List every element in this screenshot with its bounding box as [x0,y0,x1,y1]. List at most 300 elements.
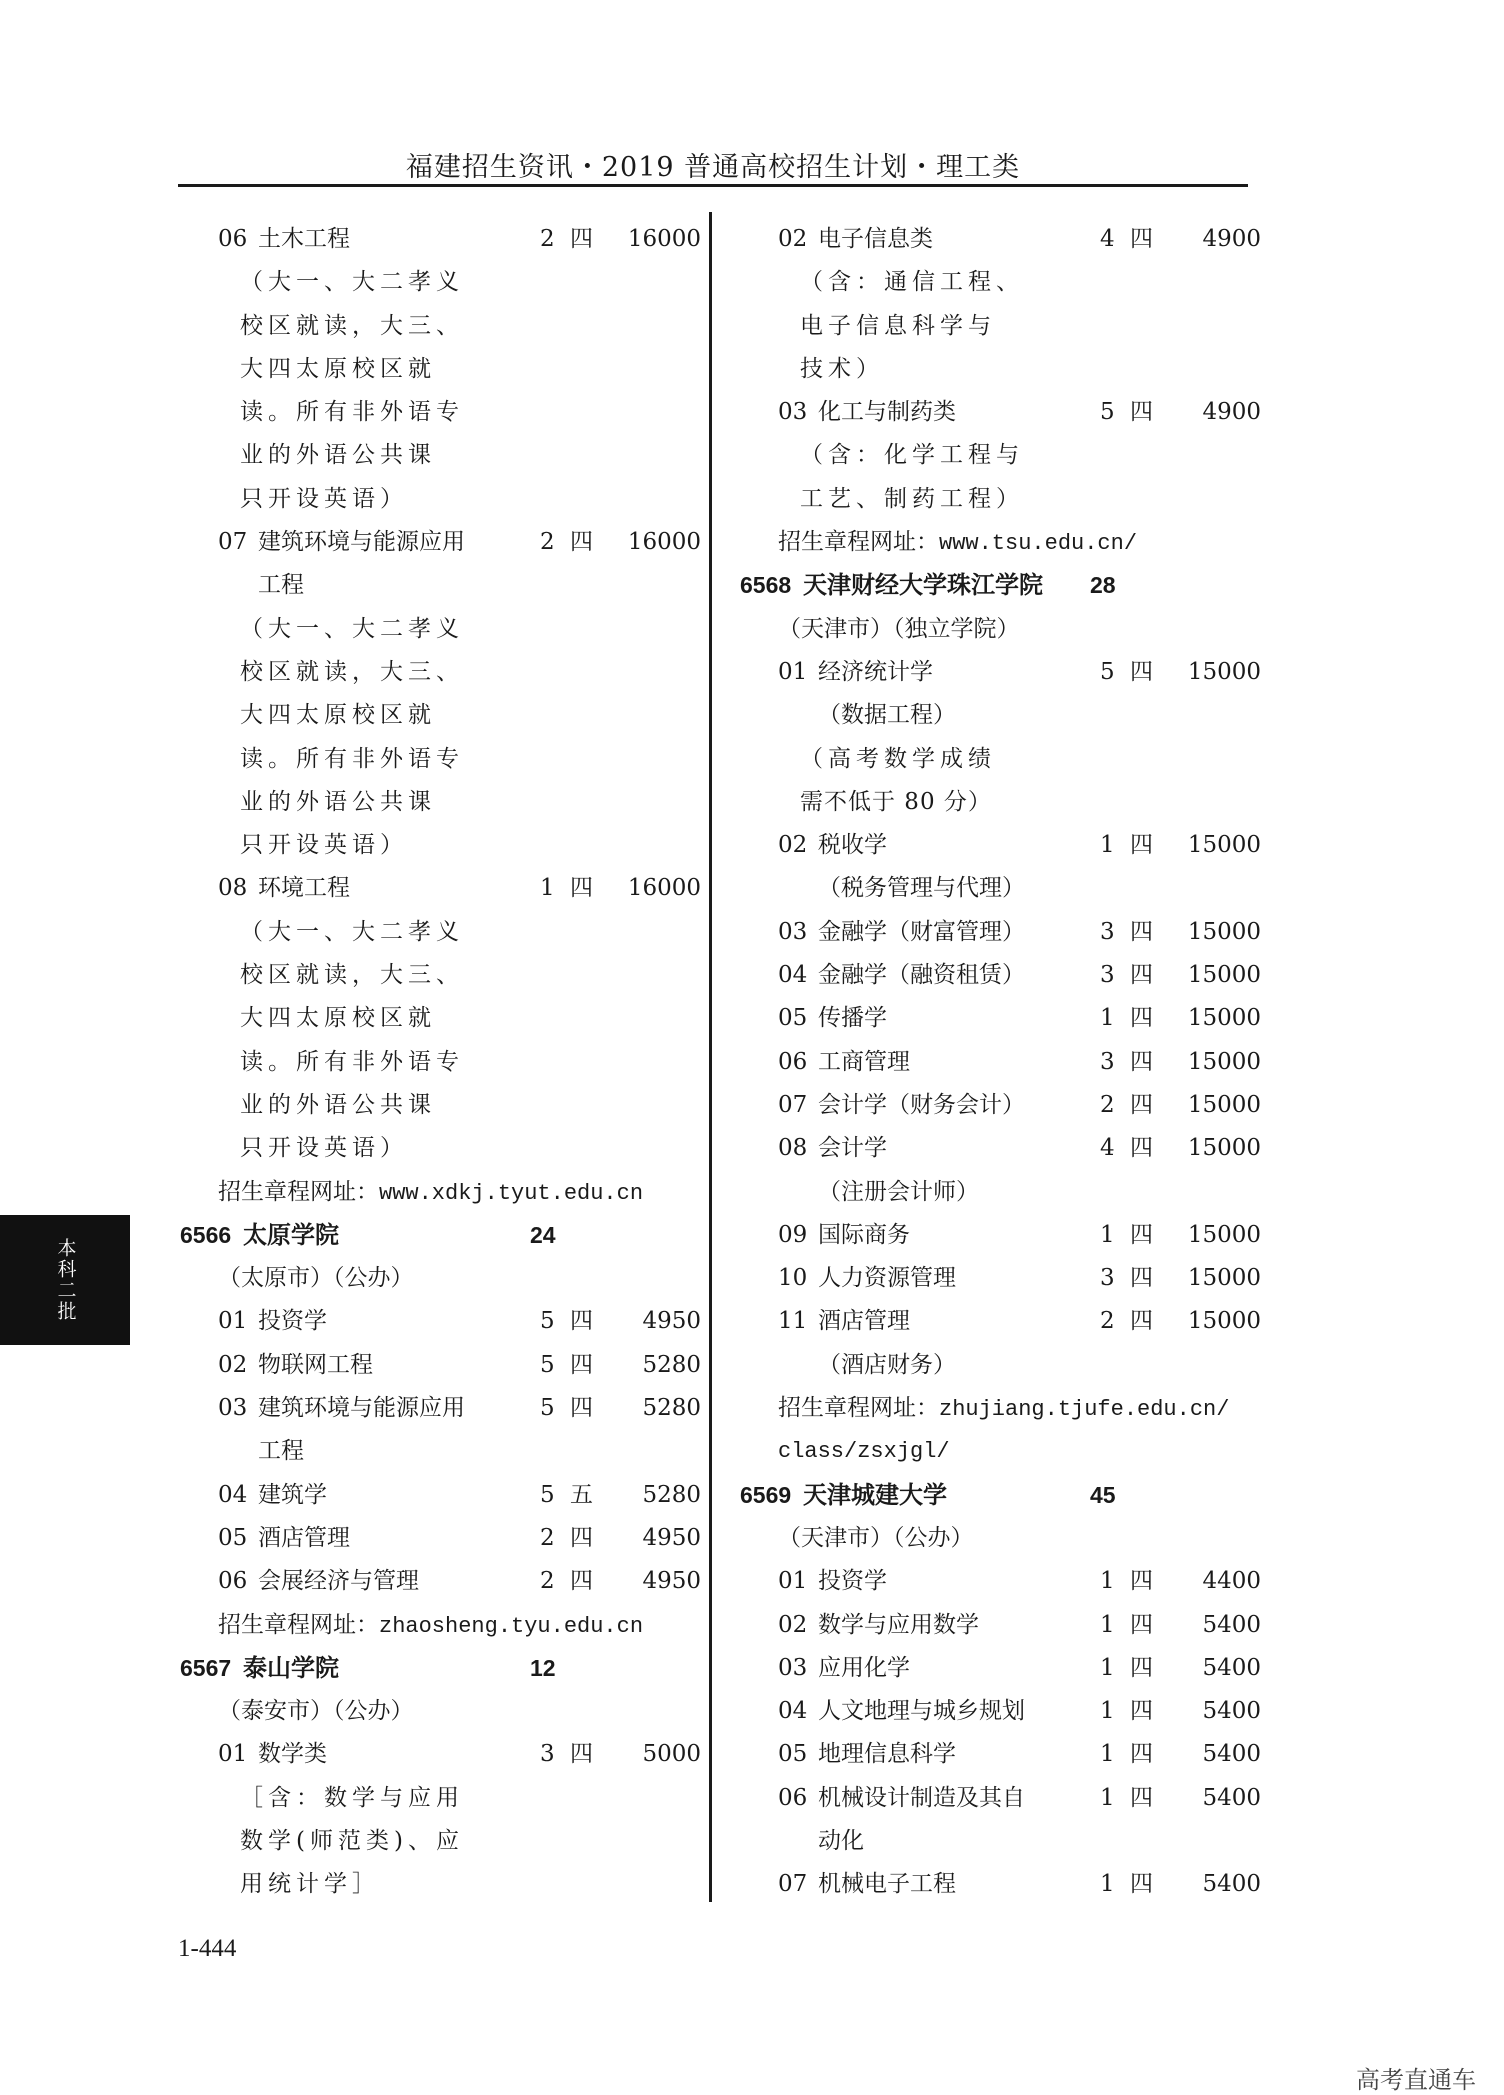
major-note [178,824,678,867]
major-code: 03 [218,1395,248,1422]
program-duration: 四 [570,529,593,556]
tuition-fee: 4900 [1202,226,1261,252]
major-note [178,608,678,651]
tuition-fee: 15000 [1187,832,1261,859]
enrollment-count: 3 [1100,1048,1115,1075]
enrollment-count: 4 [1100,1135,1115,1162]
major-code: 04 [218,1481,248,1508]
major-row [178,218,701,261]
major-name: 建筑环境与能源应用 [258,529,465,556]
note-text: 数学(师范类)、应 [240,1827,464,1854]
tuition-fee: 5280 [642,1395,701,1422]
major-name-continuation [738,694,1238,737]
major-name: 投资学 [818,1568,887,1595]
major-row [178,1733,701,1776]
admission-url-label: 招生章程网址： [778,1395,939,1422]
major-code: 02 [218,1351,248,1378]
program-duration: 四 [1130,1308,1153,1335]
major-name: 建筑学 [258,1481,327,1508]
tuition-fee: 5280 [642,1481,701,1508]
note-text: 只开设英语） [240,485,408,512]
note-text: 大四太原校区就 [240,702,436,729]
enrollment-count: 3 [1100,918,1115,945]
major-name: 数学类 [258,1741,327,1768]
major-code: 10 [778,1265,808,1292]
admission-url-text[interactable]: zhujiang.tjufe.edu.cn/ [939,1397,1230,1423]
admission-url[interactable] [778,521,1137,565]
college-city-type: （泰安市）（公办） [218,1698,414,1725]
major-row [738,997,1261,1040]
college-header [178,1647,678,1690]
major-code: 04 [778,962,808,989]
major-name-continuation [738,1171,1238,1214]
tuition-fee: 15000 [1187,1308,1261,1335]
major-note [178,1863,678,1906]
admission-url[interactable] [778,1387,1229,1431]
major-code: 03 [778,918,808,945]
note-text: 用统计学］ [240,1871,380,1898]
major-note [738,305,1238,348]
major-name: 工商管理 [818,1048,910,1075]
running-header: 福建招生资讯・2019 普通高校招生计划・理工类 [405,152,1021,183]
major-name: 会展经济与管理 [258,1568,419,1595]
college-name: 天津财经大学珠江学院 [803,572,1043,600]
left-column [178,218,701,1907]
major-note [738,434,1238,477]
major-row [738,1690,1261,1733]
enrollment-count: 3 [1100,1265,1115,1292]
college-total-count: 45 [1090,1481,1116,1508]
page-number: 1-444 [178,1935,237,1962]
major-row [738,1300,1261,1343]
major-code: 09 [778,1221,808,1248]
admission-url-row [738,521,1238,564]
program-duration: 四 [1130,918,1153,945]
note-text: 大四太原校区就 [240,355,436,382]
note-text: 电子信息科学与 [800,312,996,339]
college-total-count: 12 [530,1654,556,1681]
enrollment-count: 2 [1100,1308,1115,1335]
major-note [738,478,1238,521]
admission-url-continuation [738,1430,1238,1473]
major-row [738,1127,1261,1170]
program-duration: 四 [1130,1611,1153,1638]
tuition-fee: 16000 [627,529,701,556]
tuition-fee: 15000 [1187,1091,1261,1118]
enrollment-count: 5 [1100,658,1115,685]
program-duration: 四 [1130,1221,1153,1248]
program-duration: 四 [570,1741,593,1768]
major-name-continuation [738,1820,1238,1863]
program-duration: 四 [1130,399,1153,426]
major-note [178,738,678,781]
college-code: 6566 [180,1221,232,1248]
enrollment-count: 1 [540,875,555,902]
major-name: 人力资源管理 [818,1265,956,1292]
major-code: 02 [778,226,808,252]
note-text: 读。所有非外语专 [240,745,464,772]
major-code: 07 [218,529,248,556]
note-text: 业的外语公共课 [240,442,436,469]
tuition-fee: 16000 [627,875,701,902]
admission-url-label: 招生章程网址： [778,529,939,556]
tuition-fee: 15000 [1187,1005,1261,1032]
tuition-fee: 15000 [1187,1048,1261,1075]
major-code: 06 [778,1784,808,1811]
enrollment-count: 2 [1100,1091,1115,1118]
admission-url-text[interactable]: zhaosheng.tyu.edu.cn [379,1613,644,1639]
program-duration: 四 [1130,1568,1153,1595]
note-text: 业的外语公共课 [240,788,436,815]
enrollment-count: 3 [540,1741,555,1768]
enrollment-count: 5 [1100,399,1115,426]
enrollment-count: 1 [1100,1698,1115,1725]
note-text: 校区就读，大三、 [240,658,464,685]
college-city-type: （天津市）（独立学院） [778,615,1020,642]
college-code: 6569 [740,1481,792,1508]
note-text: 校区就读，大三、 [240,312,464,339]
major-name-cont: （酒店财务） [818,1351,956,1378]
tuition-fee: 15000 [1187,1221,1261,1248]
note-text: 技术） [800,355,884,382]
major-code: 08 [778,1135,808,1162]
major-code: 07 [778,1091,808,1118]
program-duration: 四 [1130,1741,1153,1768]
major-code: 06 [218,226,248,252]
major-note [178,1127,678,1170]
enrollment-count: 1 [1100,1568,1115,1595]
major-name: 金融学（财富管理） [818,918,1025,945]
major-note [178,1820,678,1863]
major-code: 06 [218,1568,248,1595]
major-name: 投资学 [258,1308,327,1335]
major-name: 酒店管理 [258,1524,350,1551]
major-name-cont: （数据工程） [818,702,956,729]
college-name: 太原学院 [243,1221,339,1249]
major-name: 电子信息类 [818,226,933,252]
major-note [178,911,678,954]
program-duration: 四 [1130,1048,1153,1075]
admission-url-row [738,1387,1238,1430]
note-text: 校区就读，大三、 [240,962,464,989]
major-name-continuation [178,564,678,607]
program-duration: 四 [570,226,593,252]
major-name-continuation [738,867,1238,910]
major-note [178,781,678,824]
major-name: 数学与应用数学 [818,1611,979,1638]
admission-url-text-cont[interactable]: class/zsxjgl/ [778,1439,950,1465]
note-text: （含：通信工程、 [800,269,1024,296]
college-location [738,608,1238,651]
tuition-fee: 5400 [1202,1871,1261,1898]
tuition-fee: 5400 [1202,1784,1261,1811]
major-note [178,478,678,521]
admission-url-row [178,1171,678,1214]
enrollment-count: 1 [1100,1221,1115,1248]
major-row [738,954,1261,997]
major-name: 金融学（融资租赁） [818,962,1025,989]
major-code: 05 [778,1005,808,1032]
major-note [738,738,1238,781]
note-text: 工艺、制药工程） [800,485,1024,512]
major-code: 06 [778,1048,808,1075]
major-code: 08 [218,875,248,902]
note-text: 读。所有非外语专 [240,1048,464,1075]
note-text: 只开设英语） [240,832,408,859]
program-duration: 四 [1130,1654,1153,1681]
college-city-type: （太原市）（公办） [218,1265,414,1292]
major-code: 11 [778,1308,808,1335]
major-row [178,867,701,910]
admission-url[interactable] [218,1171,643,1215]
watermark: 高考直通车 [1356,2067,1476,2094]
tuition-fee: 4400 [1202,1568,1261,1595]
major-note [178,1041,678,1084]
note-text: （含：化学工程与 [800,442,1024,469]
major-note [738,781,1238,824]
major-name: 经济统计学 [818,658,933,685]
major-row [738,651,1261,694]
program-duration: 四 [570,1395,593,1422]
major-name-cont: 工程 [258,572,304,599]
enrollment-count: 1 [1100,1741,1115,1768]
column-divider [709,212,712,1902]
major-note [178,1084,678,1127]
enrollment-count: 2 [540,529,555,556]
major-row [738,824,1261,867]
tuition-fee: 5280 [642,1351,701,1378]
tuition-fee: 5400 [1202,1698,1261,1725]
tuition-fee: 4950 [642,1308,701,1335]
college-location [178,1257,678,1300]
major-row [738,1041,1261,1084]
major-code: 05 [218,1524,248,1551]
major-row [178,1474,701,1517]
tuition-fee: 15000 [1187,918,1261,945]
enrollment-count: 1 [1100,1871,1115,1898]
major-code: 04 [778,1698,808,1725]
tuition-fee: 15000 [1187,658,1261,685]
major-name-continuation [178,1430,678,1473]
major-note [178,348,678,391]
college-total-count: 28 [1090,572,1116,599]
college-location [178,1690,678,1733]
enrollment-count: 1 [1100,1611,1115,1638]
major-note [178,391,678,434]
major-code: 01 [778,658,808,685]
college-header [738,1474,1238,1517]
program-duration: 四 [1130,1871,1153,1898]
major-code: 01 [218,1741,248,1768]
major-note [178,305,678,348]
program-duration: 四 [570,875,593,902]
major-row [738,218,1261,261]
major-row [178,1560,701,1603]
major-note [178,997,678,1040]
major-name: 建筑环境与能源应用 [258,1395,465,1422]
major-code: 07 [778,1871,808,1898]
major-code: 01 [778,1568,808,1595]
program-duration: 四 [1130,1005,1153,1032]
enrollment-count: 1 [1100,1784,1115,1811]
major-note [178,1777,678,1820]
note-text: ［含：数学与应用 [240,1784,464,1811]
tuition-fee: 5400 [1202,1654,1261,1681]
major-code: 05 [778,1741,808,1768]
major-name: 传播学 [818,1005,887,1032]
program-duration: 四 [1130,1265,1153,1292]
major-name: 机械设计制造及其自 [818,1784,1025,1811]
major-row [738,1647,1261,1690]
major-name: 化工与制药类 [818,399,956,426]
major-name: 人文地理与城乡规划 [818,1698,1025,1725]
tuition-fee: 5400 [1202,1741,1261,1768]
major-name-continuation [738,1344,1238,1387]
tuition-fee: 4950 [642,1568,701,1595]
college-code: 6567 [180,1654,232,1681]
major-row [178,1387,701,1430]
enrollment-count: 2 [540,1524,555,1551]
college-name: 泰山学院 [243,1654,339,1682]
major-code: 02 [778,1611,808,1638]
enrollment-count: 1 [1100,832,1115,859]
major-row [738,1777,1261,1820]
tuition-fee: 5000 [642,1741,701,1768]
major-row [178,1517,701,1560]
enrollment-count: 5 [540,1481,555,1508]
major-name: 税收学 [818,832,887,859]
major-name-cont: 动化 [818,1827,864,1854]
note-text: 需不低于 80 分） [800,788,992,815]
admission-url[interactable] [218,1604,643,1648]
program-duration: 四 [1130,1091,1153,1118]
major-row [738,1084,1261,1127]
note-text: （大一、大二孝义 [240,615,464,642]
note-text: （大一、大二孝义 [240,269,464,296]
college-name: 天津城建大学 [803,1481,947,1509]
section-tab-label: 本科二批 [54,1238,76,1322]
enrollment-count: 1 [1100,1005,1115,1032]
admission-url-row [178,1604,678,1647]
major-note [738,348,1238,391]
major-name: 地理信息科学 [818,1741,956,1768]
college-code: 6568 [740,572,792,599]
college-total-count: 24 [530,1221,556,1248]
major-note [178,434,678,477]
note-text: 只开设英语） [240,1135,408,1162]
major-row [738,1560,1261,1603]
program-duration: 四 [570,1351,593,1378]
tuition-fee: 15000 [1187,1135,1261,1162]
program-duration: 四 [570,1568,593,1595]
enrollment-count: 3 [1100,962,1115,989]
note-text: （高考数学成绩 [800,745,996,772]
program-duration: 四 [570,1308,593,1335]
major-row [738,1257,1261,1300]
major-row [178,1344,701,1387]
major-code: 03 [778,399,808,426]
major-name: 应用化学 [818,1654,910,1681]
admission-url-label: 招生章程网址： [218,1611,379,1638]
major-row [738,1214,1261,1257]
admission-url-label: 招生章程网址： [218,1178,379,1205]
college-header [178,1214,678,1257]
major-name: 环境工程 [258,875,350,902]
enrollment-count: 5 [540,1395,555,1422]
college-header [738,564,1238,607]
tuition-fee: 5400 [1202,1611,1261,1638]
major-code: 03 [778,1654,808,1681]
major-note [738,261,1238,304]
major-name: 会计学（财务会计） [818,1091,1025,1118]
program-duration: 四 [1130,832,1153,859]
program-duration: 四 [1130,1135,1153,1162]
tuition-fee: 15000 [1187,1265,1261,1292]
note-text: 业的外语公共课 [240,1091,436,1118]
tuition-fee: 15000 [1187,962,1261,989]
major-row [738,1604,1261,1647]
major-row [738,1733,1261,1776]
major-row [738,391,1261,434]
enrollment-count: 5 [540,1308,555,1335]
admission-url-text[interactable]: www.tsu.edu.cn/ [939,531,1138,557]
major-note [178,954,678,997]
tuition-fee: 4900 [1202,399,1261,426]
enrollment-count: 2 [540,1568,555,1595]
major-name: 物联网工程 [258,1351,373,1378]
tuition-fee: 16000 [627,226,701,252]
major-code: 01 [218,1308,248,1335]
major-name: 酒店管理 [818,1308,910,1335]
major-row [178,521,701,564]
enrollment-count: 2 [540,226,555,252]
program-duration: 四 [570,1524,593,1551]
college-location [738,1517,1238,1560]
major-row [738,911,1261,954]
major-note [178,694,678,737]
program-duration: 四 [1130,962,1153,989]
program-duration: 四 [1130,1698,1153,1725]
major-name: 会计学 [818,1135,887,1162]
major-name: 机械电子工程 [818,1871,956,1898]
enrollment-count: 4 [1100,226,1115,252]
program-duration: 五 [570,1481,593,1508]
program-duration: 四 [1130,658,1153,685]
program-duration: 四 [1130,1784,1153,1811]
header-rule [178,184,1248,187]
admission-url-text[interactable]: www.xdkj.tyut.edu.cn [379,1180,644,1206]
note-text: 大四太原校区就 [240,1005,436,1032]
right-column [738,218,1261,1907]
major-row [178,1300,701,1343]
tuition-fee: 4950 [642,1524,701,1551]
major-name: 国际商务 [818,1221,910,1248]
major-name-cont: 工程 [258,1438,304,1465]
note-text: （大一、大二孝义 [240,918,464,945]
enrollment-count: 1 [1100,1654,1115,1681]
major-note [178,651,678,694]
program-duration: 四 [1130,226,1153,252]
major-code: 02 [778,832,808,859]
section-tab [0,1215,130,1345]
major-name-cont: （税务管理与代理） [818,875,1025,902]
college-city-type: （天津市）（公办） [778,1524,974,1551]
major-note [178,261,678,304]
major-row [738,1863,1261,1906]
major-name-cont: （注册会计师） [818,1178,979,1205]
major-name: 土木工程 [258,226,350,252]
note-text: 读。所有非外语专 [240,399,464,426]
